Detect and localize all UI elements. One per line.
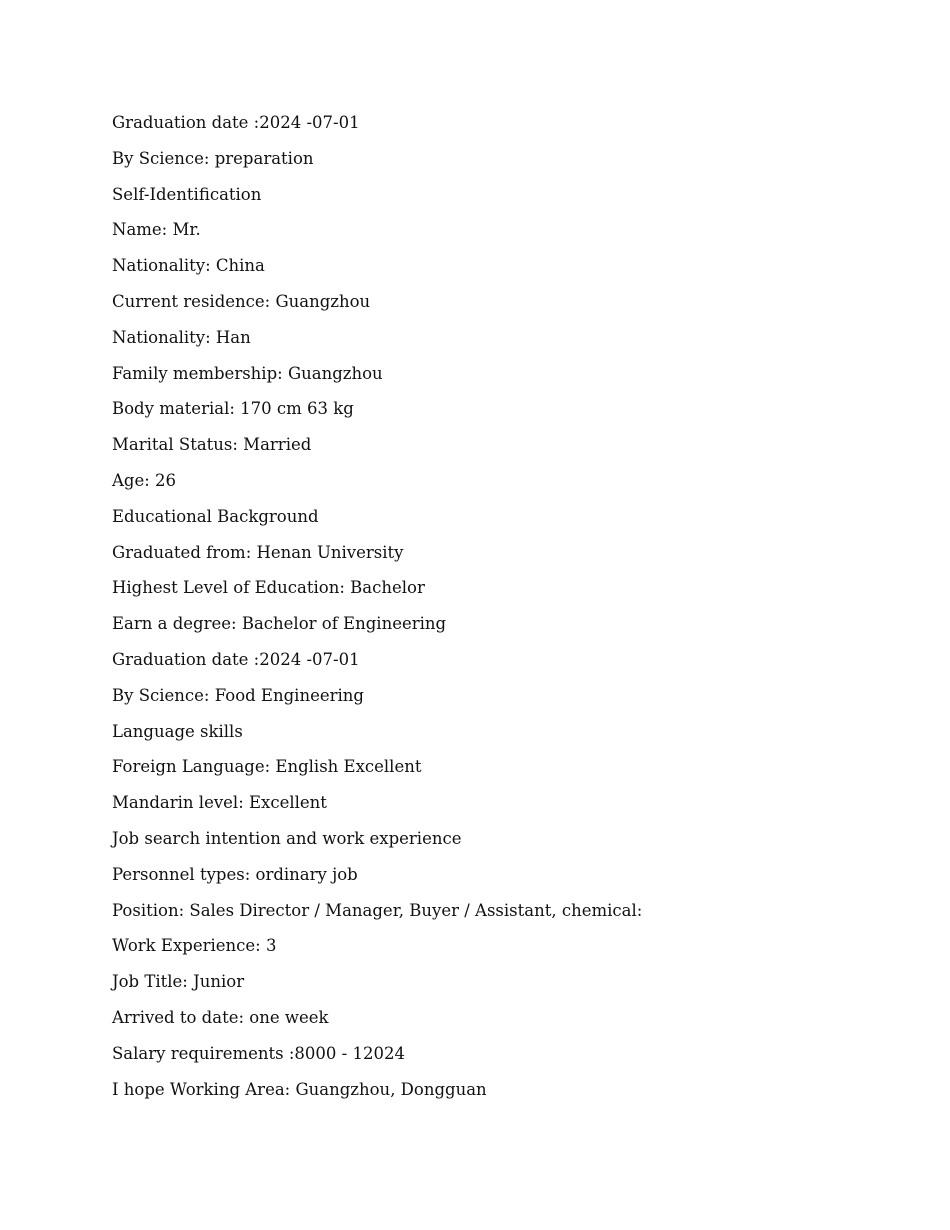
text-line: Salary requirements :8000 - 12024 <box>112 1043 405 1063</box>
text-line: Job Title: Junior <box>112 972 245 992</box>
text-line: Arrived to date: one week <box>112 1007 329 1027</box>
text-line: Nationality: China <box>112 256 265 276</box>
text-line: Personnel types: ordinary job <box>112 864 358 884</box>
text-line: Graduation date :2024 -07-01 <box>112 113 360 132</box>
text-line: Age: 26 <box>112 470 177 490</box>
text-line: Body material: 170 cm 63 kg <box>112 399 354 419</box>
text-line: Name: Mr. <box>112 220 201 240</box>
text-line: Earn a degree: Bachelor of Engineering <box>112 614 447 634</box>
text-line: I hope Working Area: Guangzhou, Dongguan <box>112 1079 487 1099</box>
section-heading: Job search intention and work experience <box>112 828 462 848</box>
section-heading: Self-Identification <box>112 184 262 204</box>
section-heading: Language skills <box>112 721 243 741</box>
text-line: Graduation date :2024 -07-01 <box>112 649 360 669</box>
text-line: Current residence: Guangzhou <box>112 291 371 311</box>
text-line: Family membership: Guangzhou <box>112 363 383 383</box>
section-heading: Educational Background <box>112 506 319 526</box>
text-line: Nationality: Han <box>112 327 251 347</box>
text-line: Mandarin level: Excellent <box>112 793 327 813</box>
text-line: Foreign Language: English Excellent <box>112 757 422 777</box>
text-line: Marital Status: Married <box>112 435 312 455</box>
text-line: By Science: preparation <box>112 148 314 168</box>
text-line: By Science: Food Engineering <box>112 685 364 705</box>
document-text-lines <box>112 112 642 1114</box>
text-line: Work Experience: 3 <box>112 936 277 956</box>
text-line: Highest Level of Education: Bachelor <box>112 578 425 598</box>
text-line: Graduated from: Henan University <box>112 542 404 562</box>
text-line: Position: Sales Director / Manager, Buyer / Assistant, chemical: <box>112 900 643 920</box>
